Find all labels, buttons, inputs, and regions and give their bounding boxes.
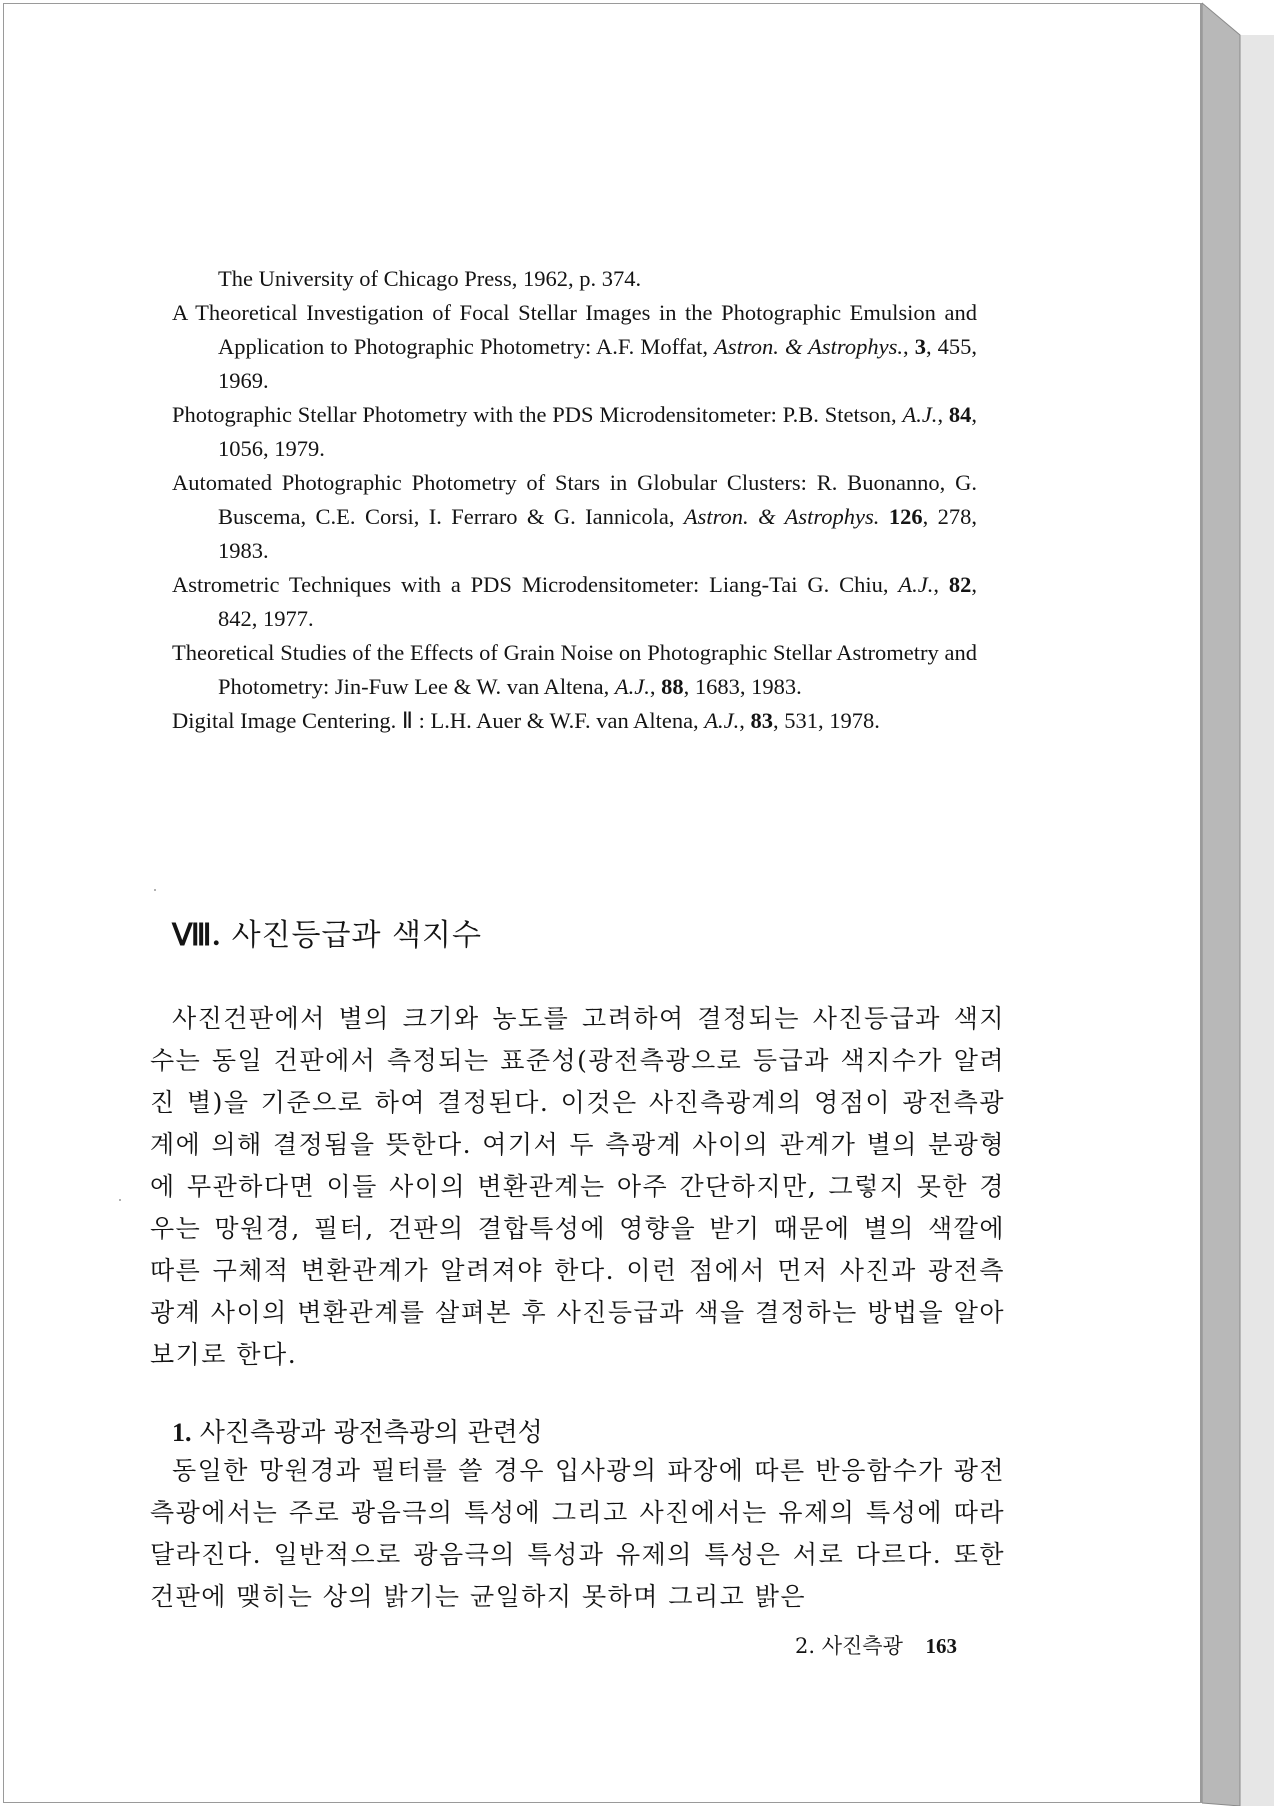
volume-number: 82 xyxy=(948,572,972,597)
section-number: 1. xyxy=(172,1418,192,1447)
reference-text xyxy=(879,504,888,529)
reference-entry xyxy=(172,704,977,738)
chapter-title: 사진등급과 색지수 xyxy=(231,918,482,953)
reference-text: , xyxy=(937,402,949,427)
chapter-number: Ⅷ. xyxy=(172,919,222,952)
reference-list xyxy=(172,262,977,738)
reference-text: , xyxy=(739,708,751,733)
journal-name: A.J. xyxy=(704,708,740,733)
journal-name: A.J. xyxy=(902,402,938,427)
reference-text: , 842, 1977. xyxy=(218,572,978,631)
volume-number: 88 xyxy=(661,674,684,699)
reference-text: , 1056, 1979. xyxy=(218,402,978,461)
reference-text: , 531, 1978. xyxy=(773,708,880,733)
journal-name: Astron. & Astrophys. xyxy=(714,334,903,359)
volume-number: 3 xyxy=(914,334,926,359)
journal-name: Astron. & Astrophys. xyxy=(683,504,880,529)
journal-name: A.J. xyxy=(898,572,934,597)
reference-text: , xyxy=(649,674,662,699)
reference-text: , xyxy=(902,334,915,359)
book-fore-edge xyxy=(1202,0,1274,1806)
volume-number: 83 xyxy=(750,708,774,733)
reference-entry xyxy=(172,636,977,704)
reference-entry xyxy=(172,466,977,568)
reference-entry xyxy=(172,398,977,466)
reference-entry xyxy=(172,262,977,296)
volume-number: 126 xyxy=(888,504,923,529)
page-number: 163 xyxy=(925,1634,958,1658)
reference-text: , 455, 1969. xyxy=(218,334,978,393)
body-paragraph-1: 사진건판에서 별의 크기와 농도를 고려하여 결정되는 사진등급과 색지수는 동일 건판에서 측정되는 표준성(광전측광으로 등급과 색지수가 알려진 별)을 기준으로 하여 결정된다. 이것은 사진측광계의 영점이 광전측광계에 의해 결정됨을 뜻한다. 여기서 두 측광계 사이의 관계가 별의 분광형에 무관하다면 이들 사이의 변환관계는 아주 간단하지만, 그렇지 못한 경우는 망원경, 필터, 건판의 결합특성에 영향을 받기 때문에 별의 색깔에 따른 구체적 변환관계가 알려져야 한다. 이런 점에서 먼저 사진과 광전측광계 사이의 변환관계를 살펴본 후 사진등급과 색을 결정하는 방법을 알아보기로 한다. xyxy=(150,1004,1005,1369)
page-footer xyxy=(795,1630,957,1660)
body-paragraph-2: 동일한 망원경과 필터를 쓸 경우 입사광의 파장에 따른 반응함수가 광전측광에서는 주로 광음극의 특성에 그리고 사진에서는 유제의 특성에 따라 달라진다. 일반적으로 광음극의 특성과 유제의 특성은 서로 다르다. 또한 건판에 맺히는 상의 밝기는 균일하지 못하며 그리고 밝은 xyxy=(150,1456,1005,1611)
reference-text: Astrometric Techniques with a PDS Microdensitometer: Liang-Tai G. Chiu, xyxy=(172,572,899,597)
running-head: 2. 사진측광 xyxy=(795,1634,903,1658)
reference-entry xyxy=(172,568,977,636)
reference-text: Automated Photographic Photometry of Stars in Globular Clusters: R. Buonanno, G. Buscema, C.E. Corsi, I. Ferraro & G. Iannicola, xyxy=(172,470,977,529)
chapter-heading xyxy=(172,910,482,954)
reference-text: A Theoretical Investigation of Focal Stellar Images in the Photographic Emulsion and Application to Photographic Photometry: A.F. Moffat, xyxy=(172,300,977,359)
reference-text: Digital Image Centering. Ⅱ : L.H. Auer & W.F. van Altena, xyxy=(172,708,705,733)
volume-number: 84 xyxy=(948,402,972,427)
reference-text: Theoretical Studies of the Effects of Grain Noise on Photographic Stellar Astrometry and Photometry: Jin-Fuw Lee & W. van Altena, xyxy=(172,640,977,699)
reference-text: , xyxy=(933,572,949,597)
reference-text: , 278, 1983. xyxy=(218,504,977,563)
reference-entry xyxy=(172,296,977,398)
journal-name: A.J. xyxy=(614,674,650,699)
section-title: 사진측광과 광전측광의 관련성 xyxy=(199,1418,543,1448)
reference-text: , 1683, 1983. xyxy=(683,674,802,699)
reference-text: The University of Chicago Press, 1962, p. 374. xyxy=(218,266,642,291)
reference-text: Photographic Stellar Photometry with the PDS Microdensitometer: P.B. Stetson, xyxy=(172,402,903,427)
section-heading xyxy=(172,1412,543,1449)
